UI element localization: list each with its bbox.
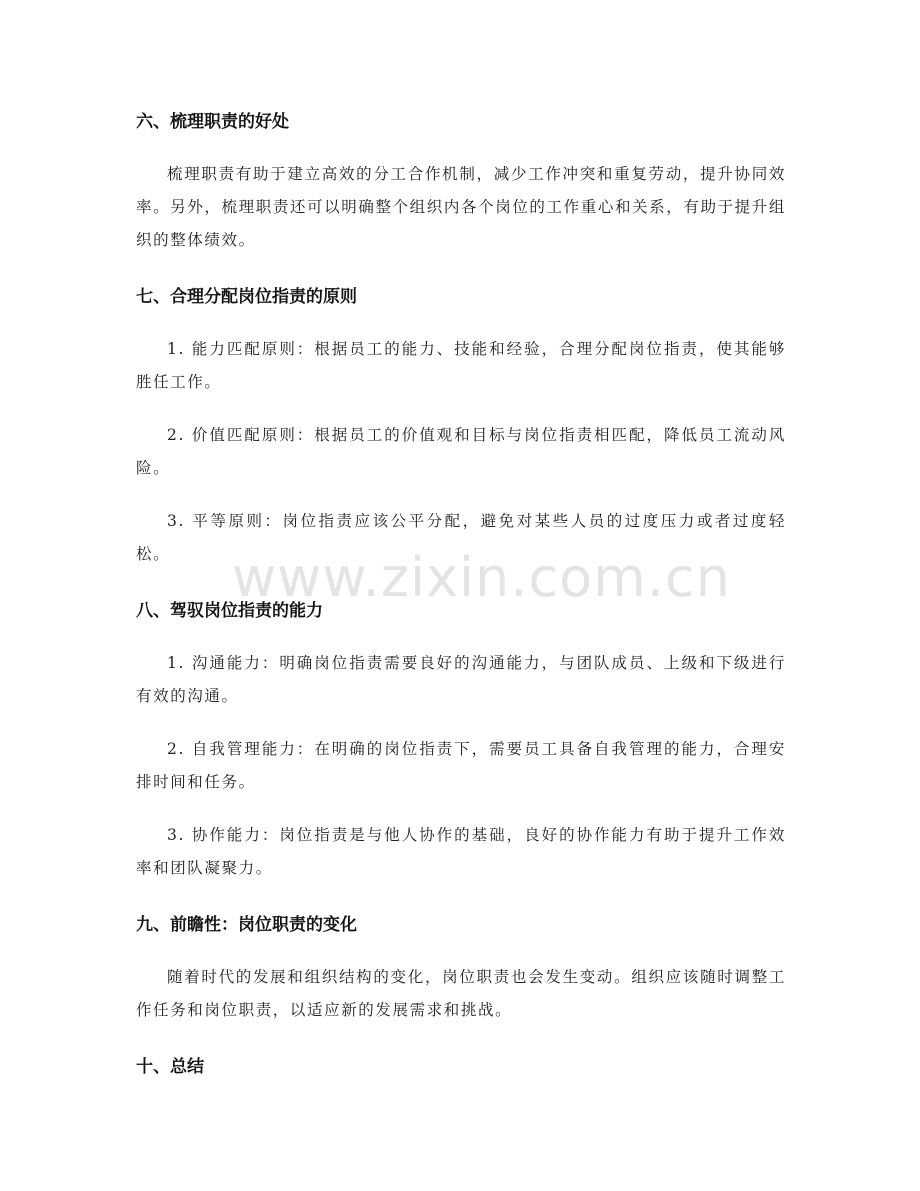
section-heading-8: 八、驾驭岗位指责的能力	[136, 601, 323, 621]
document-body	[136, 104, 786, 1085]
section-8-paragraph-1: 1. 沟通能力：明确岗位指责需要良好的沟通能力，与团队成员、上级和下级进行有效的沟通。	[136, 654, 786, 705]
section-heading-10: 十、总结	[136, 1057, 204, 1077]
watermark-text: www.zixin.com.cn	[232, 546, 731, 609]
section-heading-6: 六、梳理职责的好处	[136, 112, 289, 132]
section-8-paragraph-3: 3. 协作能力：岗位指责是与他人协作的基础，良好的协作能力有助于提升工作效率和团队凝聚力。	[136, 826, 786, 877]
section-9-paragraph-1: 随着时代的发展和组织结构的变化，岗位职责也会发生变动。组织应该随时调整工作任务和岗位职责，以适应新的发展需求和挑战。	[136, 968, 786, 1019]
section-heading-7: 七、合理分配岗位指责的原则	[136, 287, 357, 307]
section-6-paragraph-1: 梳理职责有助于建立高效的分工合作机制，减少工作冲突和重复劳动，提升协同效率。另外，梳理职责还可以明确整个组织内各个岗位的工作重心和关系，有助于提升组织的整体绩效。	[136, 165, 786, 249]
section-heading-9: 九、前瞻性：岗位职责的变化	[136, 915, 357, 935]
section-8-paragraph-2: 2. 自我管理能力：在明确的岗位指责下，需要员工具备自我管理的能力，合理安排时间和任务。	[136, 740, 786, 791]
section-7-paragraph-3: 3. 平等原则：岗位指责应该公平分配，避免对某些人员的过度压力或者过度轻松。	[136, 512, 786, 563]
section-7-paragraph-1: 1. 能力匹配原则：根据员工的能力、技能和经验，合理分配岗位指责，使其能够胜任工作。	[136, 340, 786, 391]
section-7-paragraph-2: 2. 价值匹配原则：根据员工的价值观和目标与岗位指责相匹配，降低员工流动风险。	[136, 426, 786, 477]
